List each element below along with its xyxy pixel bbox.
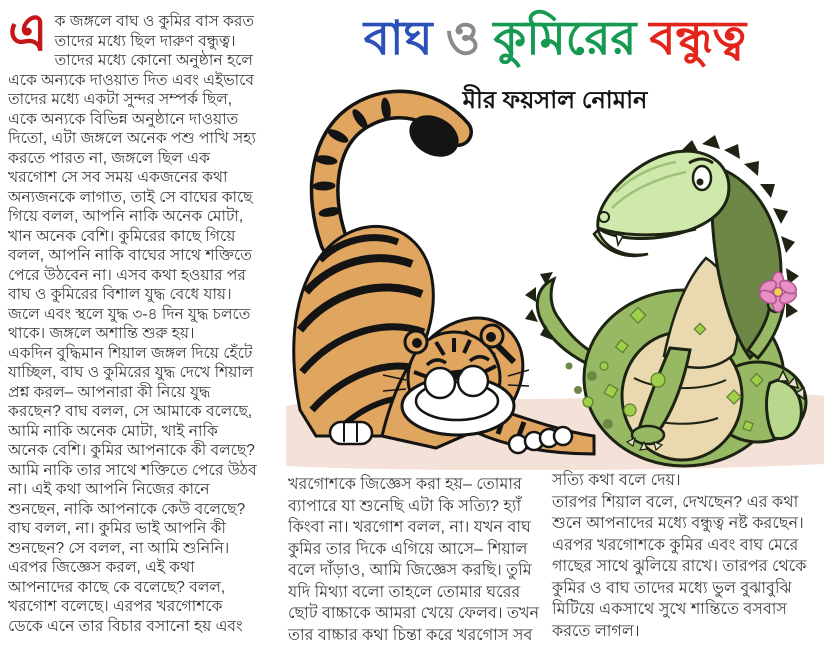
author-byline: মীর ফয়সাল নোমান [462,87,648,114]
text-line: তাদের মধ্যে ছিল দারুণ বন্ধুত্ব। [54,32,236,50]
text-line: কিংবা না। খরগোশ বলল, না। যখন বাঘ [288,519,531,536]
text-line: আমি নাকি অনেক মোটা, খাই নাকি [8,422,218,440]
text-line: খরগোশ বলেছে। এরপর খরগোশকে [8,598,223,615]
text-line: খরগোশ সে সব সময় একজনের কথা [8,169,228,186]
text-line: এরপর জিজ্ঞেস করল, এই কথা [8,559,195,576]
text-line: ছোট বাচ্চাকে আমরা খেয়ে ফেলব। তখন [288,605,540,622]
text-line: করতে লাগল। [552,622,640,640]
text-line: না। এই কথা আপনি নিজের কানে [8,481,210,498]
text-line: ব্যাপারে যা শুনেছি এটা কি সত্যি? হ্যাঁ [288,497,522,515]
text-line: একে অন্যকে দাওয়াত দিত এবং এইভাবে [8,71,254,89]
right-column-lines [552,470,820,642]
text-line: অনেক বেশি। কুমির আপনাকে কী বলছে? [8,442,255,459]
text-line: পেরে উঠবেন না। এসব কথা হওয়ার পর [8,266,246,284]
croc-hand [632,426,664,444]
tiger-hind-paw [330,422,372,444]
text-line: যদি মিথ্যা বলো তাহলে তোমার ঘরের [288,583,521,601]
middle-text-column [288,474,544,645]
text-line: খরগোশকে জিজ্ঞেস করা হয়– তোমার [288,476,522,493]
title-word-and: ও [432,11,494,64]
text-line: এরপর খরগোশকে কুমির এবং বাঘ মেরে [552,536,799,554]
title-word-friendship: বন্ধুত্ব [636,11,747,64]
flower-center [774,288,783,297]
text-line: থাকে। জঙ্গলে অশান্তি শুরু হয়। [8,325,195,342]
text-line: কুমির তার দিকে এগিয়ে আসে– শিয়াল [288,540,528,558]
text-line: খান অনেক বেশি। কুমিরের কাছে গিয়ে [8,227,236,245]
text-line: তার বাচ্চার কথা চিন্তা করে খরগোস সব [288,626,533,644]
text-line: করতে পারত না, জঙ্গলে ছিল এক [8,149,210,167]
middle-column-lines [288,474,544,645]
text-line: শুনছেন, নাকি আপনাকে কেউ বলেছে? [8,500,246,518]
text-line: বাঘ বলল, না। কুমির ভাই আপনি কী [8,520,226,537]
left-text-column [8,5,286,636]
text-line: গাছের সাথে ঝুলিয়ে রাখে। তারপর থেকে [552,558,807,575]
text-line: ক জঙ্গলে বাঘ ও কুমির বাস করত [54,13,255,30]
text-line: একে অন্যকে বিভিন্ন অনুষ্ঠানে দাওয়াত [8,110,239,128]
text-line: তাদের মধ্যে একটা সুন্দর সম্পর্ক ছিল, [8,91,233,108]
text-line: কুমির ও বাঘ তাদের মধ্যে ভুল বুঝাবুঝি [552,579,792,597]
text-line: শুনছেন? সে বলল, না আমি শুনিনি। [8,539,230,557]
text-line: জলে এবং স্থলে যুদ্ধ ৩-৪ দিন যুদ্ধ চলতে [8,305,251,323]
title-word-crocodile: কুমিরের [493,11,637,64]
croc-eye [693,166,711,190]
text-line: মিটিয়ে একসাথে সুখে শান্তিতে বসবাস [552,601,787,618]
text-line: শুনে আপনাদের মধ্যে বন্ধুত্ব নষ্ট করছেন। [552,515,804,532]
text-line: অন্যজনকে লাগাত, তাই সে বাঘের কাছে [8,188,253,206]
drop-cap: এ [8,5,48,62]
text-line: তাদের মধ্যে কোনো অনুষ্ঠান হলে [54,52,253,69]
text-line: বাঘ ও কুমিরের বিশাল যুদ্ধ বেধে যায়। [8,286,232,303]
croc-nostril [599,212,609,222]
story-illustration [286,80,824,470]
text-line: দিতো, এটা জঙ্গলে অনেক পশু পাখি সহ্য [8,130,256,147]
text-line: তারপর শিয়াল বলে, দেখছেন? এর কথা [552,493,799,511]
page-title [288,2,822,74]
right-text-column [552,470,820,642]
left-column-lines [8,5,286,636]
text-line: প্রশ্ন করল– আপনারা কী নিয়ে যুদ্ধ [8,383,211,401]
text-line: সত্যি কথা বলে দেয়। [552,472,681,489]
text-line: বলে দাঁড়াও, আমি জিজ্ঞেস করছি। তুমি [288,562,532,579]
title-word-tiger: বাঘ [363,11,433,64]
text-line: গিয়ে বলল, আপনি নাকি অনেক মোটা, [8,208,244,225]
text-line: আপনাদের কাছে কে বলেছে? বলল, [8,578,226,596]
text-line: বলল, আপনি নাকি বাঘের সাথে শক্তিতে [8,247,252,264]
croc-tooth [616,234,623,245]
text-line: ডেকে এনে তার বিচার বসানো হয় এবং [8,617,243,635]
text-line: যাচ্ছিল, বাঘ ও কুমিরের যুদ্ধ দেখে শিয়াল [8,364,254,381]
text-line: আমি নাকি তার সাথে শক্তিতে পেরে উঠব [8,461,257,479]
text-line: একদিন বুদ্ধিমান শিয়াল জঙ্গল দিয়ে হেঁটে [8,344,253,362]
croc-pupil [697,179,704,186]
text-line: করছেন? বাঘ বলল, সে আমাকে বলেছে, [8,403,253,420]
